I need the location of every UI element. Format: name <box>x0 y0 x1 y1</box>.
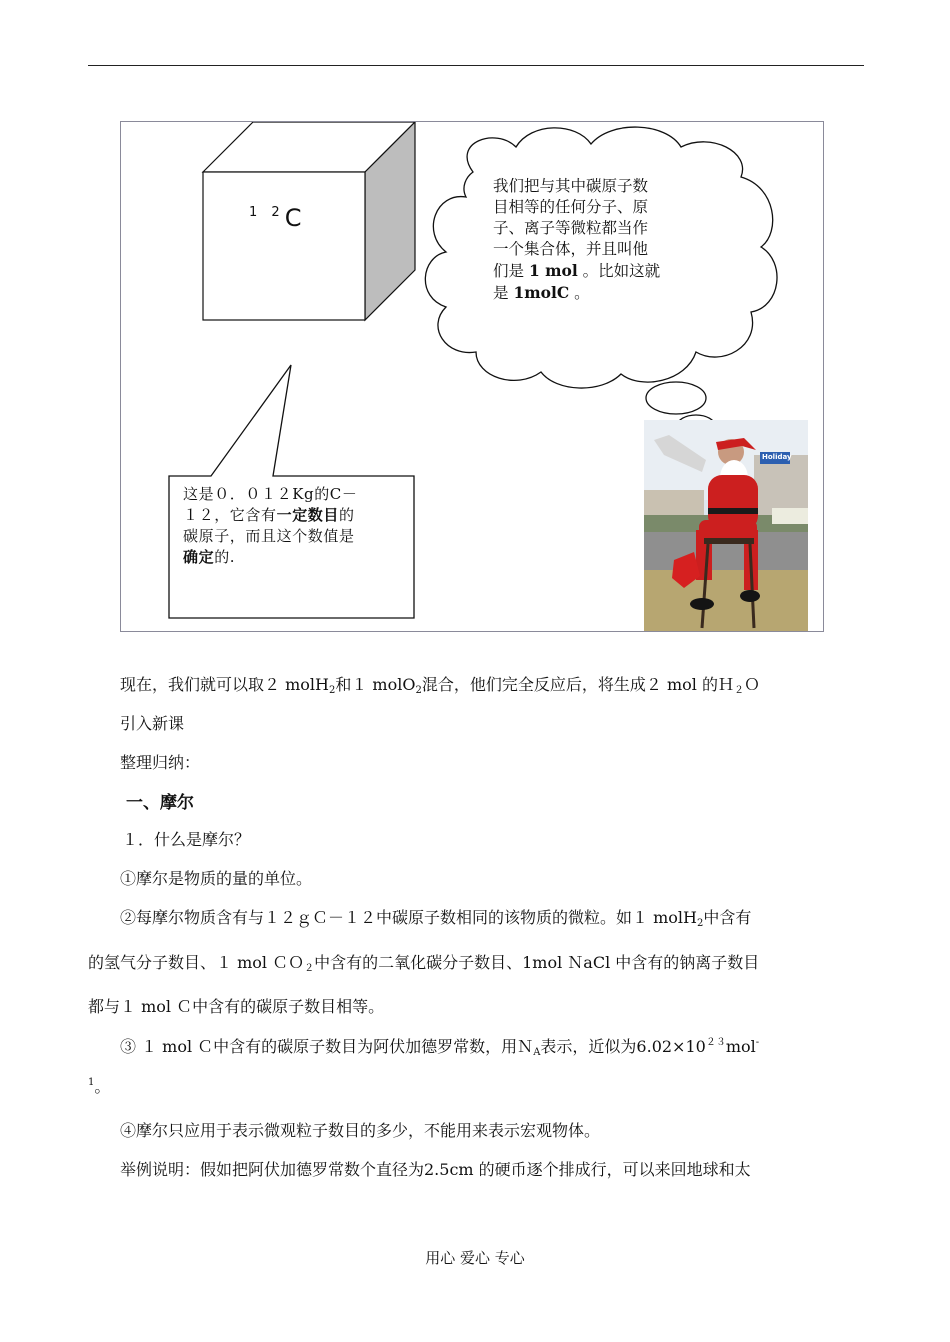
thought-line: 我们把与其中碳原子数 <box>493 177 649 195</box>
thought-text-fragment: 们是 <box>493 262 529 280</box>
page-footer: 用心 爱心 专心 <box>425 1249 525 1267</box>
cube-front-face <box>203 172 365 320</box>
cube-element-symbol: C <box>284 204 302 232</box>
text-fragment: 中含有的二氧化碳分子数目、1mol ＮaCl 中含有的钠离子数目 <box>314 953 760 972</box>
subscript: ２ <box>304 963 315 974</box>
callout-line <box>183 505 413 526</box>
superscript: - <box>755 1037 760 1048</box>
list-item <box>120 1033 759 1058</box>
text-fragment: 和１ molO <box>335 675 416 694</box>
section-heading: 一、摩尔 <box>126 793 194 813</box>
callout-fragment: １２，它含有 <box>183 506 277 524</box>
thought-bubble-medium <box>646 382 706 414</box>
text-fragment: mol <box>725 1037 756 1056</box>
callout-fragment: 的 <box>339 506 355 524</box>
text-fragment: 混合，他们完全反应后，将生成２ mol 的Ｈ <box>421 675 734 694</box>
thought-text-fragment: 是 <box>493 284 514 302</box>
header-rule <box>88 65 864 66</box>
thought-text-fragment: 。 <box>569 284 590 302</box>
superscript: 1 <box>88 1077 95 1088</box>
question-heading: １．什么是摩尔？ <box>122 830 251 849</box>
list-item-continuation <box>88 1074 110 1097</box>
list-item: ①摩尔是物质的量的单位。 <box>120 869 313 888</box>
subscript: ２ <box>733 685 744 696</box>
callout-bold-term: 确定 <box>183 548 215 566</box>
paragraph-intro: 引入新课 <box>120 714 185 733</box>
list-item-continuation <box>88 950 759 974</box>
list-item: ④摩尔只应用于表示微观粒子数目的多少，不能用来表示宏观物体。 <box>120 1121 601 1140</box>
superscript: ２３ <box>705 1037 726 1048</box>
thought-text-fragment: 。比如这就 <box>577 262 661 280</box>
illustration-figure <box>120 121 824 632</box>
text-fragment: 现在，我们就可以取２ molH <box>120 675 329 694</box>
photo-sign-text: Holiday <box>762 453 792 461</box>
callout-line: 这是０．０１２Kg的C－ <box>183 485 358 503</box>
thought-line <box>493 282 703 304</box>
cube-label <box>249 204 301 232</box>
thought-line: 子、离子等微粒都当作 <box>493 219 649 237</box>
text-fragment: ②每摩尔物质含有与１２ｇＣ－１２中碳原子数相同的该物质的微粒。如１ molH <box>120 908 697 927</box>
subscript: A <box>533 1047 541 1058</box>
text-fragment: ③ １ mol Ｃ中含有的碳原子数目为阿伏加德罗常数，用Ｎ <box>120 1037 534 1056</box>
thought-bold-term: 1molC <box>513 283 570 302</box>
list-item <box>120 905 751 929</box>
cube-mass-number: 1 2 <box>249 205 285 220</box>
subscript: 2 <box>328 685 336 696</box>
list-item-continuation: 都与１ mol Ｃ中含有的碳原子数目相等。 <box>88 997 385 1016</box>
thought-line: 目相等的任何分子、原 <box>493 198 649 216</box>
callout-bold-term: 一定数目 <box>276 506 340 524</box>
callout-line <box>183 547 413 568</box>
subscript: 2 <box>696 918 704 929</box>
paragraph-summary-label: 整理归纳： <box>120 753 201 772</box>
callout-fragment: 的. <box>214 548 236 566</box>
thought-line <box>493 260 703 282</box>
text-fragment: Ｏ <box>743 675 760 694</box>
text-fragment: 。 <box>94 1077 111 1096</box>
thought-line: 一个集合体，并且叫他 <box>493 240 649 258</box>
text-fragment: 中含有 <box>703 908 752 927</box>
subscript: 2 <box>415 685 422 696</box>
thought-bold-term: 1 mol <box>528 261 578 280</box>
callout-line: 碳原子，而且这个数值是 <box>183 527 355 545</box>
example-paragraph: 举例说明：假如把阿伏加德罗常数个直径为2.5cm 的硬币逐个排成行，可以来回地球和太 <box>120 1160 751 1179</box>
text-fragment: 表示，近似为6.02×10 <box>540 1037 706 1056</box>
callout-text <box>183 484 413 568</box>
paragraph-reaction <box>120 672 760 696</box>
santa-photo <box>644 420 808 632</box>
text-fragment: 的氢气分子数目、１ mol ＣＯ <box>88 953 305 972</box>
thought-bubble-text <box>493 176 703 304</box>
